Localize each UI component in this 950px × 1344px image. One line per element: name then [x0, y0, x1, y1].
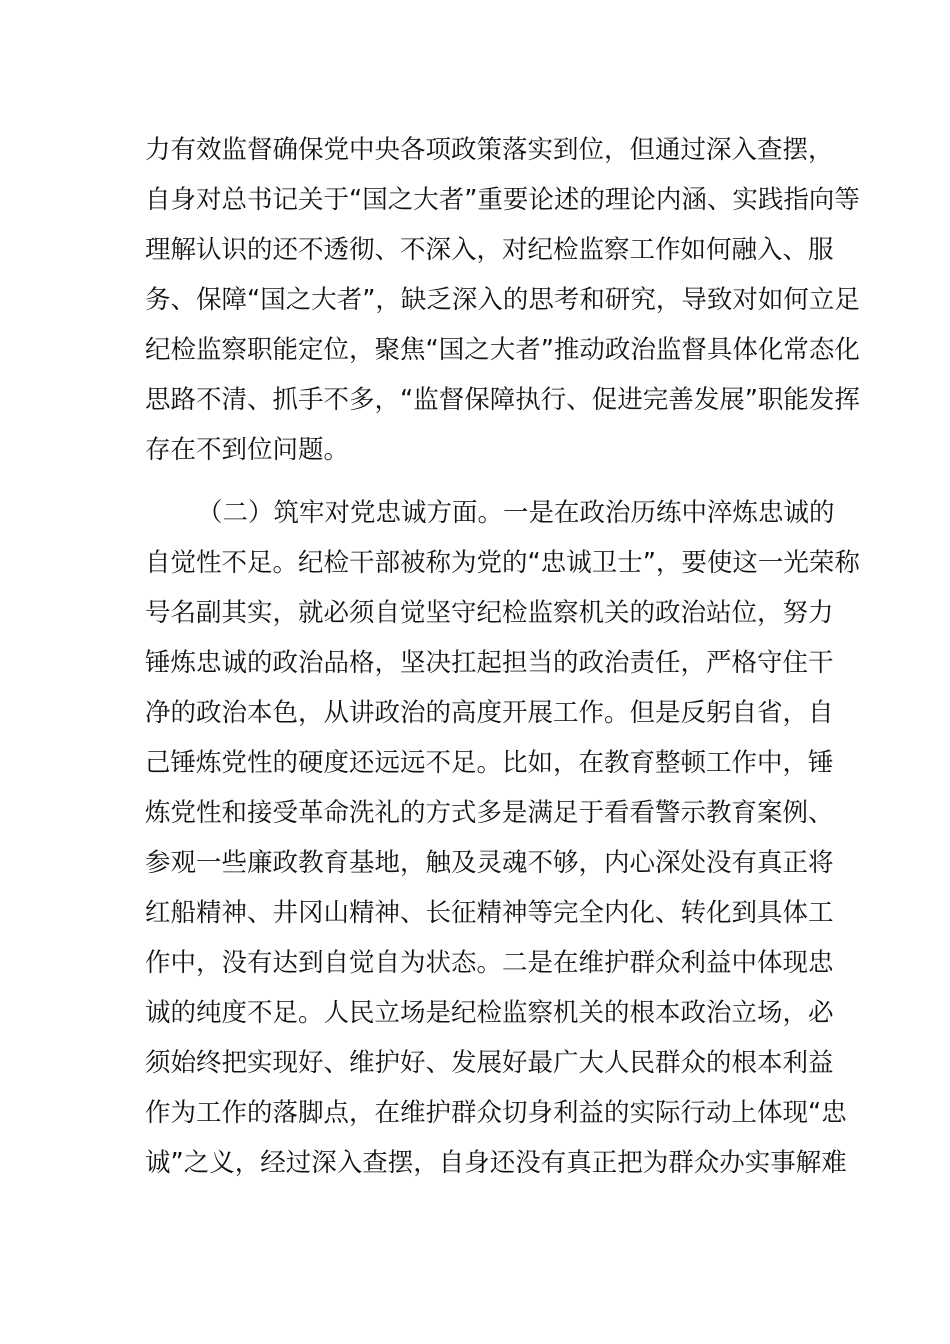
paragraph-line: 参观一些廉政教育基地，触及灵魂不够，内心深处没有真正将 — [145, 848, 834, 878]
paragraph-line: 红船精神、井冈山精神、长征精神等完全内化、转化到具体工 — [145, 898, 834, 928]
paragraph-line: 自觉性不足。纪检干部被称为党的“忠诚卫士”，要使这一光荣称 — [145, 548, 860, 578]
paragraph-line: 锤炼忠诚的政治品格，坚决扛起担当的政治责任，严格守住干 — [145, 648, 834, 678]
paragraph-line: 须始终把实现好、维护好、发展好最广大人民群众的根本利益 — [145, 1048, 834, 1078]
paragraph-line: 作为工作的落脚点，在维护群众切身利益的实际行动上体现“忠 — [145, 1098, 847, 1128]
paragraph-line: 诚”之义，经过深入查摆，自身还没有真正把为群众办实事解难 — [145, 1148, 847, 1178]
paragraph-line: 存在不到位问题。 — [145, 435, 350, 465]
paragraph-line: 炼党性和接受革命洗礼的方式多是满足于看看警示教育案例、 — [145, 798, 834, 828]
paragraph-line: 作中，没有达到自觉自为状态。二是在维护群众利益中体现忠 — [145, 948, 834, 978]
paragraph-line: 力有效监督确保党中央各项政策落实到位，但通过深入查摆， — [145, 135, 834, 165]
paragraph-line: 号名副其实，就必须自觉坚守纪检监察机关的政治站位，努力 — [145, 598, 834, 628]
paragraph-line: 理解认识的还不透彻、不深入，对纪检监察工作如何融入、服 — [145, 235, 834, 265]
paragraph-line: 思路不清、抓手不多，“监督保障执行、促进完善发展”职能发挥 — [145, 385, 860, 415]
paragraph-line: 自身对总书记关于“国之大者”重要论述的理论内涵、实践指向等 — [145, 185, 860, 215]
paragraph-line: 务、保障“国之大者”，缺乏深入的思考和研究，导致对如何立足 — [145, 285, 860, 315]
paragraph-line: （二）筑牢对党忠诚方面。一是在政治历练中淬炼忠诚的 — [197, 498, 835, 528]
paragraph-line: 纪检监察职能定位，聚焦“国之大者”推动政治监督具体化常态化 — [145, 335, 860, 365]
paragraph-line: 己锤炼党性的硬度还远远不足。比如，在教育整顿工作中，锤 — [145, 748, 834, 778]
paragraph-line: 净的政治本色，从讲政治的高度开展工作。但是反躬自省，自 — [145, 698, 834, 728]
paragraph-line: 诚的纯度不足。人民立场是纪检监察机关的根本政治立场，必 — [145, 998, 834, 1028]
